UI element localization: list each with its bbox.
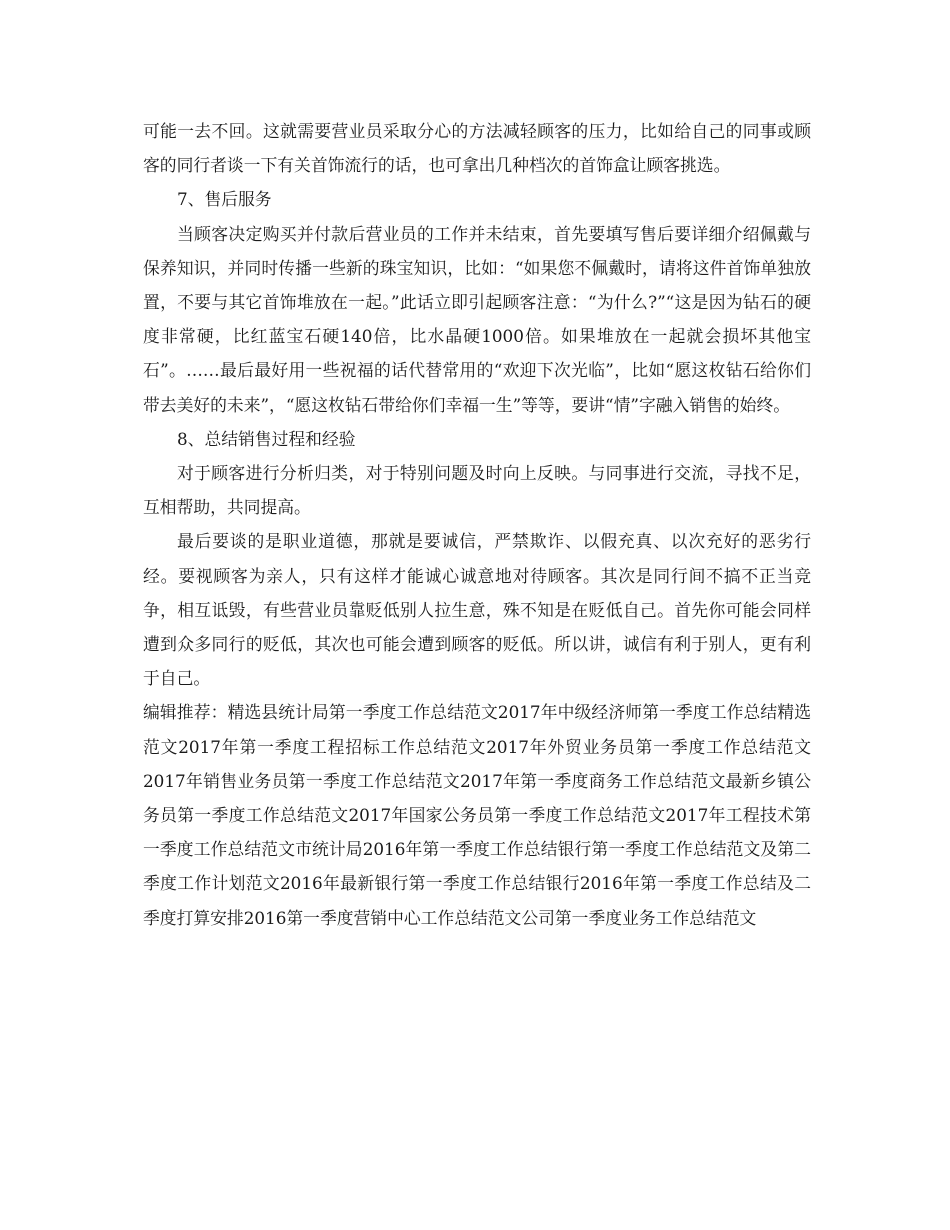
section-heading-summary: 8、总结销售过程和经验 xyxy=(177,428,356,449)
editor-recommendation: 编辑推荐：精选县统计局第一季度工作总结范文2017年中级经济师第一季度工作总结精选范文2017年第一季度工程招标工作总结范文2017年外贸业务员第一季度工作总结范文2017年销售业务员第一季度工作总结范文2017年第一季度商务工作总结范文最新乡镇公务员第一季度工作总结范文2017年国家公务员第一季度工作总结范文2017年工程技术第一季度工作总结范文市统计局2016年第一季度工作总结银行第一季度工作总结范文及第二季度工作计划范文2016年最新银行第一季度工作总结银行2016年第一季度工作总结及二季度打算安排2016第一季度营销中心工作总结范文公司第一季度业务工作总结范文 xyxy=(143,702,811,928)
section-heading-after-sales: 7、售后服务 xyxy=(177,189,272,210)
paragraph-summary: 对于顾客进行分析归类，对于特别问题及时向上反映。与同事进行交流，寻找不足，互相帮助，共同提高。 xyxy=(143,463,811,518)
paragraph-ethics: 最后要谈的是职业道德，那就是要诚信，严禁欺诈、以假充真、以次充好的恶劣行经。要视顾客为亲人，只有这样才能诚心诚意地对待顾客。其次是同行间不搞不正当竞争，相互诋毁，有些营业员靠贬低别人拉生意，殊不知是在贬低自己。首先你可能会同样遭到众多同行的贬低，其次也可能会遭到顾客的贬低。所以讲，诚信有利于别人，更有利于自己。 xyxy=(143,531,811,689)
paragraph-continuation: 可能一去不回。这就需要营业员采取分心的方法减轻顾客的压力，比如给自己的同事或顾客的同行者谈一下有关首饰流行的话，也可拿出几种档次的首饰盒让顾客挑选。 xyxy=(143,121,811,176)
paragraph-after-sales: 当顾客决定购买并付款后营业员的工作并未结束，首先要填写售后要详细介绍佩戴与保养知识，并同时传播一些新的珠宝知识，比如：“如果您不佩戴时，请将这件首饰单独放置，不要与其它首饰堆放在一起。”此话立即引起顾客注意：“为什么?”“这是因为钻石的硬度非常硬，比红蓝宝石硬140倍，比水晶硬1000倍。如果堆放在一起就会损坏其他宝石”。……最后最好用一些祝福的话代替常用的“欢迎下次光临”，比如“愿这枚钻石给你们带去美好的未来”，“愿这枚钻石带给你们幸福一生”等等，要讲“情”字融入销售的始终。 xyxy=(143,223,811,415)
document-body xyxy=(143,114,811,935)
